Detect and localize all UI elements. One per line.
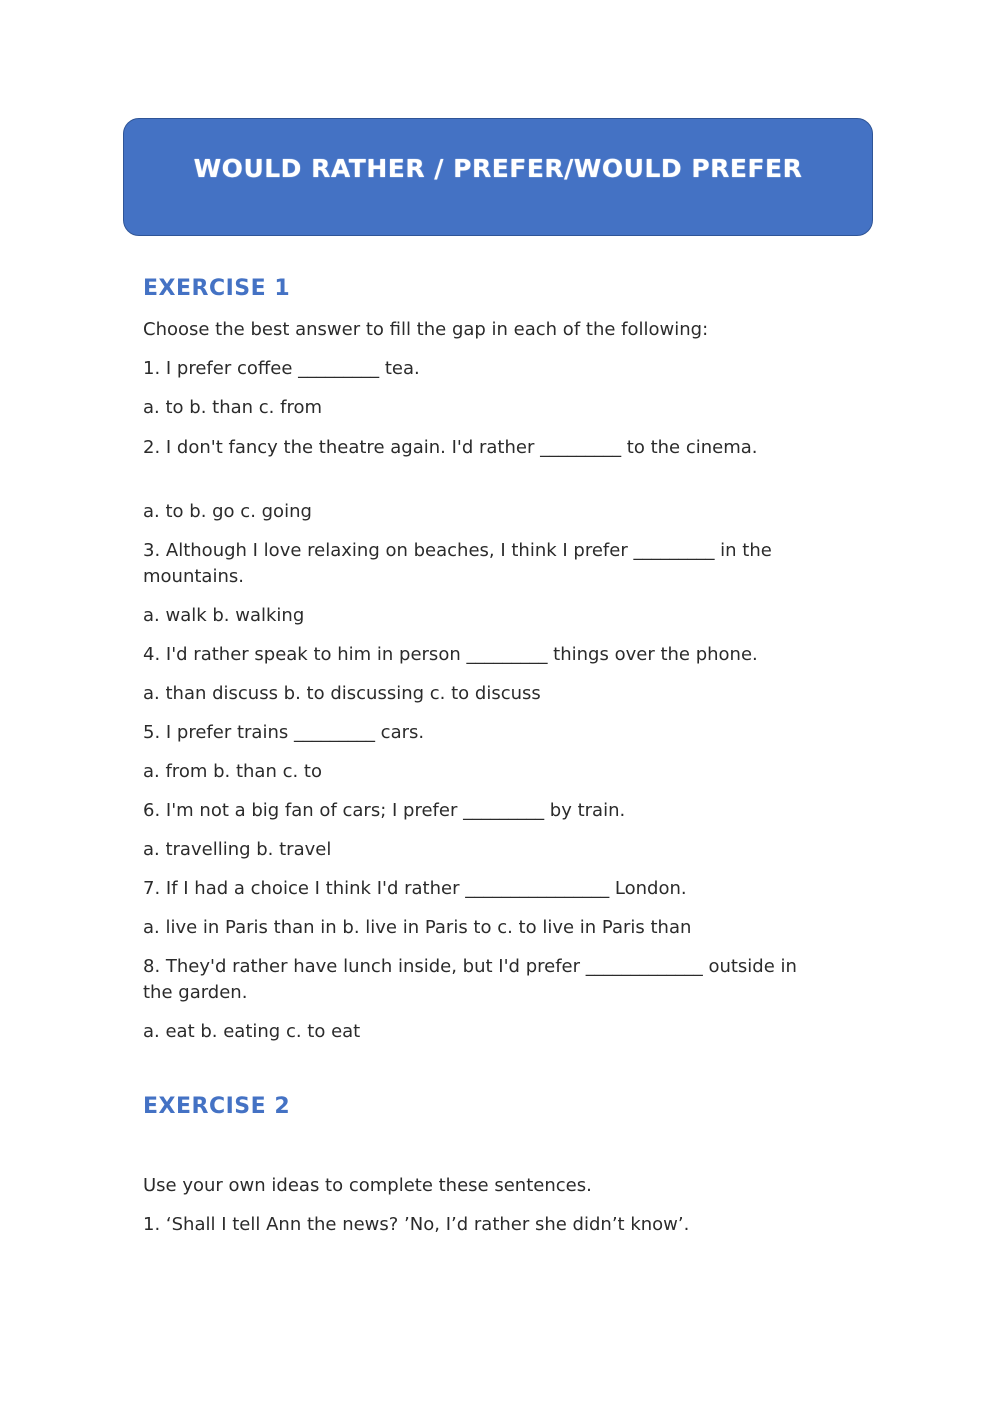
question-8: 8. They'd rather have lunch inside, but I'd prefer _____________ outside in the garden. [143, 956, 797, 1003]
exercise-2-item-1: 1. ‘Shall I tell Ann the news? ’No, I’d rather she didn’t know’. [143, 1214, 690, 1235]
question-4: 4. I'd rather speak to him in person _________ things over the phone. [143, 644, 758, 665]
question-6: 6. I'm not a big fan of cars; I prefer _________ by train. [143, 800, 626, 821]
question-3: 3. Although I love relaxing on beaches, I think I prefer _________ in the mountains. [143, 540, 772, 587]
question-2: 2. I don't fancy the theatre again. I'd rather _________ to the cinema. [143, 437, 758, 458]
exercise-2-instruction: Use your own ideas to complete these sentences. [143, 1175, 592, 1196]
question-1: 1. I prefer coffee _________ tea. [143, 358, 420, 379]
exercise-1-heading: EXERCISE 1 [143, 276, 291, 301]
question-5-options: a. from b. than c. to [143, 761, 322, 782]
question-5: 5. I prefer trains _________ cars. [143, 722, 425, 743]
exercise-1-instruction: Choose the best answer to fill the gap in each of the following: [143, 319, 709, 340]
question-7-options: a. live in Paris than in b. live in Paris to c. to live in Paris than [143, 917, 692, 938]
question-7: 7. If I had a choice I think I'd rather ________________ London. [143, 878, 687, 899]
exercise-2-heading: EXERCISE 2 [143, 1094, 291, 1119]
question-4-options: a. than discuss b. to discussing c. to discuss [143, 683, 541, 704]
worksheet-title: WOULD RATHER / PREFER/WOULD PREFER [193, 153, 803, 183]
question-8-options: a. eat b. eating c. to eat [143, 1021, 361, 1042]
title-banner [123, 118, 873, 236]
question-1-options: a. to b. than c. from [143, 397, 322, 418]
question-2-options: a. to b. go c. going [143, 501, 312, 522]
question-3-options: a. walk b. walking [143, 605, 305, 626]
question-6-options: a. travelling b. travel [143, 839, 332, 860]
